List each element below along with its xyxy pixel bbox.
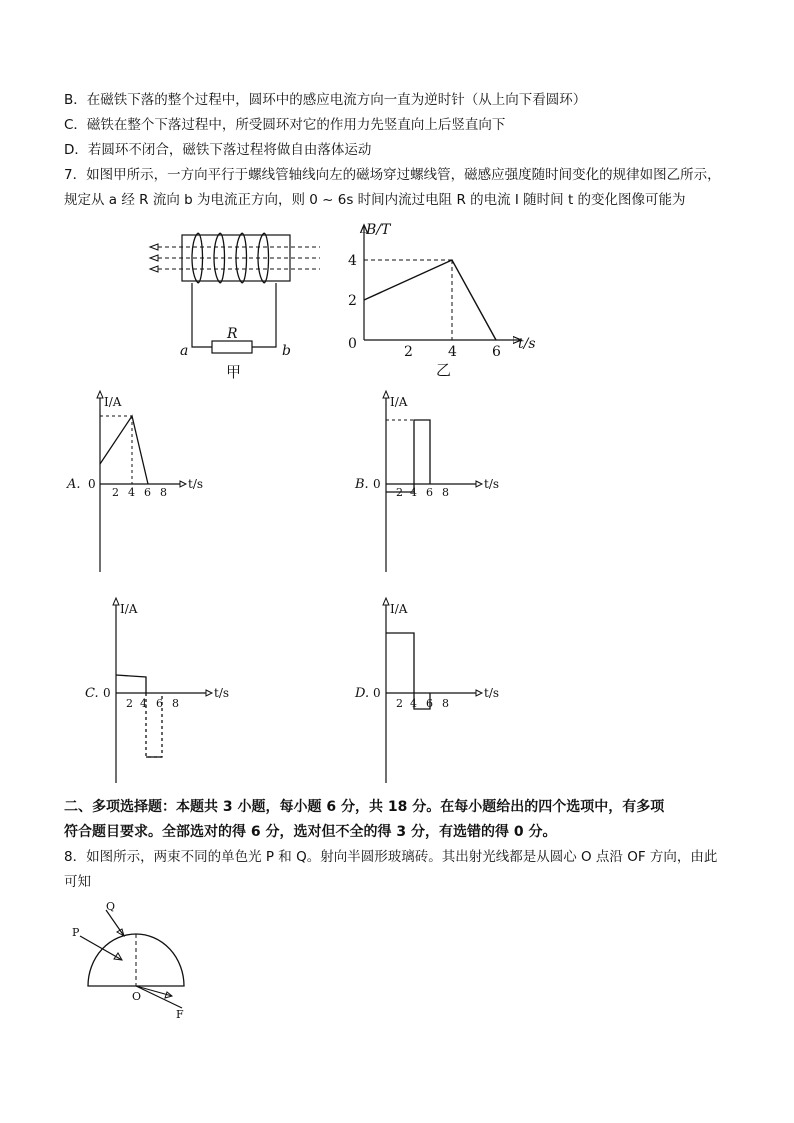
x-axis-label: t/s xyxy=(484,477,500,491)
option-d-graph xyxy=(352,595,502,785)
y-tick-label: 2 xyxy=(348,293,357,309)
figure-q8-semicircle xyxy=(66,900,206,1020)
wire-left xyxy=(192,283,212,347)
figure-yi-b-t-graph xyxy=(330,218,540,378)
ray-q xyxy=(106,910,124,936)
ray-of xyxy=(136,986,182,1008)
resistor-label: R xyxy=(227,326,238,342)
y-tick-label: 4 xyxy=(348,253,357,269)
x-axis-label: t/s xyxy=(188,477,204,491)
arrow-left-icon xyxy=(150,255,158,261)
option-a-label: A. xyxy=(67,477,81,492)
origin-label: 0 xyxy=(88,477,96,491)
x-tick-label: 6 xyxy=(426,486,433,499)
q7-stem-line1: 7．如图甲所示，一方向平行于螺线管轴线向左的磁场穿过螺线管，磁感应强度随时间变化的规律如图乙所示， xyxy=(64,167,721,183)
q6-option-d: D．若圆环不闭合，磁铁下落过程将做自由落体运动 xyxy=(64,142,372,158)
label-f: F xyxy=(176,1008,184,1020)
arrow-right-icon xyxy=(476,690,482,696)
x-tick-label: 8 xyxy=(442,697,449,710)
arrow-right-icon xyxy=(476,481,482,487)
x-tick-label: 8 xyxy=(442,486,449,499)
x-tick-label: 4 xyxy=(410,486,417,499)
option-b-graph xyxy=(352,388,502,573)
origin-label: 0 xyxy=(373,477,381,491)
terminal-b-label: b xyxy=(282,343,291,359)
q6-option-b: B．在磁铁下落的整个过程中，圆环中的感应电流方向一直为逆时针（从上向下看圆环） xyxy=(64,92,587,108)
arrow-up-icon xyxy=(113,598,119,605)
b-t-series-line xyxy=(364,260,496,340)
figure-jia-solenoid xyxy=(140,225,330,385)
x-tick-label: 2 xyxy=(396,697,403,710)
arrow-up-icon xyxy=(383,598,389,605)
resistor xyxy=(212,341,252,353)
arrow-right-icon xyxy=(206,690,212,696)
terminal-a-label: a xyxy=(180,343,189,359)
option-b-label: B. xyxy=(355,477,369,492)
x-axis-label: t/s xyxy=(518,336,536,352)
x-tick-label: 4 xyxy=(448,344,457,360)
x-tick-label: 2 xyxy=(396,486,403,499)
option-a-graph xyxy=(64,388,204,573)
x-tick-label: 8 xyxy=(172,697,179,710)
x-tick-label: 6 xyxy=(144,486,151,499)
arrow-icon xyxy=(117,929,124,936)
arrow-left-icon xyxy=(150,266,158,272)
current-curve xyxy=(386,633,414,693)
x-tick-label: 2 xyxy=(126,697,133,710)
y-axis-label: I/A xyxy=(120,602,138,616)
x-tick-label: 4 xyxy=(410,697,417,710)
current-curve xyxy=(116,675,146,693)
section2-heading-line2: 符合题目要求。全部选对的得 6 分，选对但不全的得 3 分，有选错的得 0 分。 xyxy=(64,824,557,840)
wire-right xyxy=(252,283,276,347)
section2-heading-line1: 二、多项选择题：本题共 3 小题，每小题 6 分，共 18 分。在每小题给出的四个选项中，有多项 xyxy=(64,799,665,815)
option-d-label: D. xyxy=(355,686,370,701)
x-tick-label: 8 xyxy=(160,486,167,499)
origin-label: 0 xyxy=(373,686,381,700)
q7-stem-line2: 规定从 a 经 R 流向 b 为电流正方向，则 0 ~ 6s 时间内流过电阻 R 的电流 I 随时间 t 的变化图像可能为 xyxy=(64,192,686,208)
x-tick-label: 4 xyxy=(140,697,147,710)
option-c-label: C. xyxy=(85,686,99,701)
arrow-left-icon xyxy=(150,244,158,250)
y-axis-label: I/A xyxy=(104,395,122,409)
x-tick-label: 6 xyxy=(156,697,163,710)
arrow-up-icon xyxy=(383,391,389,398)
x-tick-label: 2 xyxy=(404,344,413,360)
current-curve xyxy=(100,416,148,484)
origin-label: 0 xyxy=(348,336,357,352)
x-tick-label: 2 xyxy=(112,486,119,499)
x-axis-label: t/s xyxy=(484,686,500,700)
y-axis-label: I/A xyxy=(390,395,408,409)
y-axis-label: I/A xyxy=(390,602,408,616)
origin-label: 0 xyxy=(103,686,111,700)
figure-yi-caption: 乙 xyxy=(436,361,452,378)
x-tick-label: 6 xyxy=(426,697,433,710)
current-curve xyxy=(386,420,430,492)
arrow-up-icon xyxy=(97,391,103,398)
label-p: P xyxy=(72,926,80,939)
x-tick-label: 4 xyxy=(128,486,135,499)
x-axis-label: t/s xyxy=(214,686,230,700)
label-q: Q xyxy=(106,900,116,913)
q8-stem-line2: 可知 xyxy=(64,874,91,890)
arrow-right-icon xyxy=(180,481,186,487)
q6-option-c: C．磁铁在整个下落过程中，所受圆环对它的作用力先竖直向上后竖直向下 xyxy=(64,117,506,133)
q8-stem-line1: 8．如图所示，两束不同的单色光 P 和 Q。射向半圆形玻璃砖。其出射光线都是从圆心 O 点沿 OF 方向，由此 xyxy=(64,849,718,865)
y-axis-label: B/T xyxy=(366,222,391,238)
label-o: O xyxy=(132,990,142,1003)
option-c-graph xyxy=(82,595,232,785)
x-tick-label: 6 xyxy=(492,344,501,360)
figure-jia-caption: 甲 xyxy=(226,363,242,381)
